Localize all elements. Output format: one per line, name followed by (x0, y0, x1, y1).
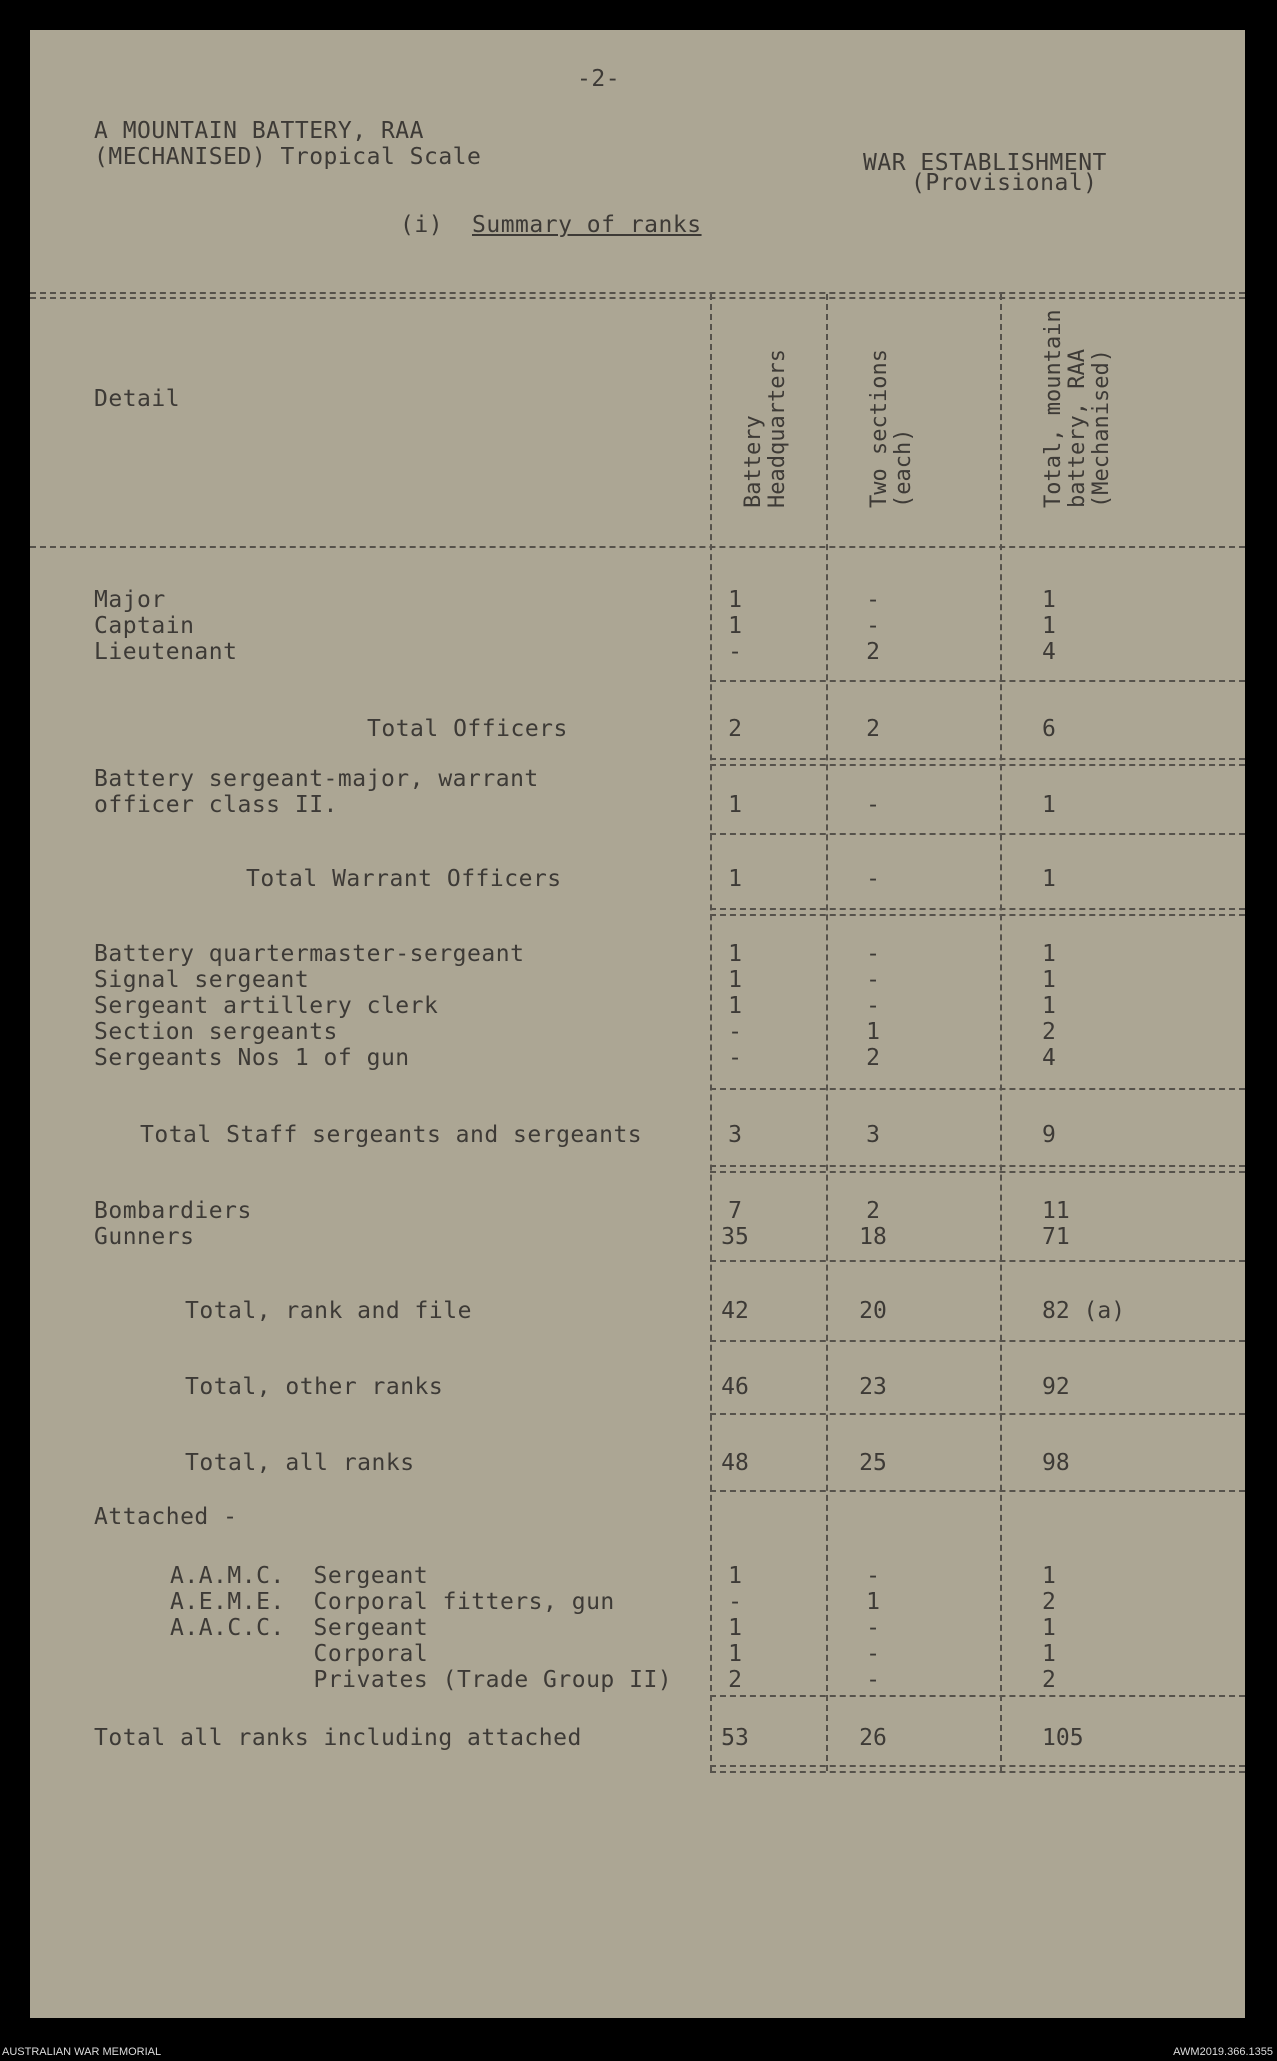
cell-tot: 1 (1042, 967, 1056, 993)
cell-bhq: - (728, 1045, 742, 1071)
cell-bhq: 48 (721, 1450, 749, 1476)
row-separator (710, 680, 1245, 682)
cell-bhq: 1 (728, 941, 742, 967)
row-label: Total Warrant Officers (246, 866, 562, 892)
row-label: A.A.C.C. Sergeant (170, 1615, 429, 1641)
cell-sec: - (866, 792, 880, 818)
cell-tot: 105 (1042, 1725, 1084, 1751)
cell-tot: 4 (1042, 1045, 1056, 1071)
cell-bhq: 7 (728, 1198, 742, 1224)
row-separator (710, 1340, 1245, 1342)
cell-bhq: 1 (728, 967, 742, 993)
cell-tot: 2 (1042, 1589, 1056, 1615)
cell-tot: 1 (1042, 1563, 1056, 1589)
cell-tot: 1 (1042, 866, 1056, 892)
establishment-title-line2: (Provisional) (911, 170, 1098, 196)
cell-sec: - (866, 967, 880, 993)
row-label: Total Staff sergeants and sergeants (140, 1122, 643, 1148)
row-label: Total, other ranks (185, 1374, 444, 1400)
cell-bhq: 1 (728, 587, 742, 613)
cell-sec: - (866, 941, 880, 967)
row-separator (710, 1165, 1245, 1167)
header-bottom-rule (30, 546, 1245, 548)
unit-title-line1: A MOUNTAIN BATTERY, RAA (94, 118, 424, 144)
cell-tot: 82 (a) (1042, 1298, 1126, 1324)
cell-bhq: - (728, 1589, 742, 1615)
row-label: Section sergeants (94, 1019, 338, 1045)
row-label: Battery quartermaster-sergeant (94, 941, 525, 967)
cell-bhq: 1 (728, 1641, 742, 1667)
row-separator (710, 1171, 1245, 1173)
cell-bhq: 1 (728, 1563, 742, 1589)
row-label: Total Officers (367, 716, 568, 742)
cell-bhq: 1 (728, 792, 742, 818)
cell-sec: - (866, 993, 880, 1019)
cell-tot: 4 (1042, 639, 1056, 665)
cell-sec: - (866, 613, 880, 639)
row-label: Total, rank and file (185, 1298, 472, 1324)
unit-title-line2: (MECHANISED) Tropical Scale (94, 144, 482, 170)
cell-sec: 1 (866, 1589, 880, 1615)
cell-sec: 20 (859, 1298, 887, 1324)
cell-sec: 3 (866, 1122, 880, 1148)
row-separator (710, 833, 1245, 835)
cell-bhq: - (728, 1019, 742, 1045)
cell-tot: 11 (1042, 1198, 1070, 1224)
row-label: Signal sergeant (94, 967, 310, 993)
cell-bhq: 46 (721, 1374, 749, 1400)
row-separator (710, 1490, 1245, 1492)
cell-bhq: 42 (721, 1298, 749, 1324)
row-separator (710, 1413, 1245, 1415)
cell-sec: 18 (859, 1224, 887, 1250)
cell-sec: 26 (859, 1725, 887, 1751)
cell-tot: 98 (1042, 1450, 1070, 1476)
cell-sec: - (866, 1667, 880, 1693)
cell-bhq: 1 (728, 993, 742, 1019)
section-number: (i) (400, 212, 444, 238)
cell-tot: 92 (1042, 1374, 1070, 1400)
cell-tot: 1 (1042, 1615, 1056, 1641)
table-top-rule (30, 292, 1245, 294)
cell-sec: - (866, 587, 880, 613)
establishment-title-line1: WAR ESTABLISHMENT (863, 150, 1107, 176)
cell-sec: - (866, 1615, 880, 1641)
cell-bhq: - (728, 639, 742, 665)
cell-bhq: 35 (721, 1224, 749, 1250)
cell-bhq: 3 (728, 1122, 742, 1148)
row-label: Privates (Trade Group II) (170, 1667, 673, 1693)
cell-sec: 2 (866, 1045, 880, 1071)
cell-tot: 9 (1042, 1122, 1056, 1148)
cell-sec: 2 (866, 639, 880, 665)
cell-sec: 23 (859, 1374, 887, 1400)
row-label: Lieutenant (94, 639, 238, 665)
cell-bhq: 1 (728, 1615, 742, 1641)
cell-tot: 6 (1042, 716, 1056, 742)
cell-sec: - (866, 1563, 880, 1589)
cell-tot: 1 (1042, 792, 1056, 818)
col-divider-3 (1000, 294, 1002, 1771)
row-separator (710, 1695, 1245, 1697)
row-separator (710, 758, 1245, 760)
row-label: Sergeant artillery clerk (94, 993, 439, 1019)
footer-right: AWM2019.366.1355 (1173, 2046, 1273, 2058)
page-number: -2- (577, 66, 621, 92)
cell-sec: 25 (859, 1450, 887, 1476)
cell-tot: 1 (1042, 1641, 1056, 1667)
row-label: Corporal (170, 1641, 429, 1667)
row-label: Total all ranks including attached (94, 1725, 582, 1751)
row-label: Total, all ranks (185, 1450, 415, 1476)
column-header-total: Total, mountain battery, RAA (Mechanised) (1041, 309, 1114, 508)
cell-tot: 1 (1042, 613, 1056, 639)
cell-sec: - (866, 866, 880, 892)
row-separator (710, 764, 1245, 766)
column-header-detail: Detail (94, 386, 181, 412)
cell-bhq: 2 (728, 716, 742, 742)
cell-bhq: 53 (721, 1725, 749, 1751)
cell-tot: 1 (1042, 941, 1056, 967)
col-divider-2 (826, 294, 828, 1771)
cell-bhq: 1 (728, 613, 742, 639)
row-label: Major (94, 587, 166, 613)
row-separator (710, 908, 1245, 910)
row-separator (710, 1088, 1245, 1090)
cell-sec: 1 (866, 1019, 880, 1045)
row-label: Sergeants Nos 1 of gun (94, 1045, 410, 1071)
section-title: Summary of ranks (472, 212, 702, 238)
row-separator (710, 914, 1245, 916)
cell-tot: 2 (1042, 1019, 1056, 1045)
cell-tot: 71 (1042, 1224, 1070, 1250)
cell-bhq: 2 (728, 1667, 742, 1693)
table-bottom-rule-double (710, 1771, 1245, 1773)
cell-tot: 1 (1042, 587, 1056, 613)
cell-sec: 2 (866, 1198, 880, 1224)
row-label: Bombardiers (94, 1198, 252, 1224)
row-label: Captain (94, 613, 195, 639)
column-header-two-sections: Two sections (each) (867, 349, 916, 508)
cell-sec: 2 (866, 716, 880, 742)
row-label: Attached - (94, 1504, 238, 1530)
cell-tot: 1 (1042, 993, 1056, 1019)
row-label: officer class II. (94, 792, 338, 818)
row-label: Gunners (94, 1224, 195, 1250)
row-separator (710, 1260, 1245, 1262)
document-page (30, 30, 1245, 2018)
cell-bhq: 1 (728, 866, 742, 892)
table-bottom-rule (710, 1765, 1245, 1767)
column-header-battery-hq: Battery Headquarters (741, 349, 790, 508)
cell-sec: - (866, 1641, 880, 1667)
row-label: Battery sergeant-major, warrant (94, 766, 539, 792)
archive-footer (0, 2040, 1277, 2061)
row-label: A.A.M.C. Sergeant (170, 1563, 429, 1589)
cell-tot: 2 (1042, 1667, 1056, 1693)
row-label: A.E.M.E. Corporal fitters, gun (170, 1589, 615, 1615)
table-top-rule-double (30, 297, 1245, 299)
footer-left: AUSTRALIAN WAR MEMORIAL (2, 2046, 162, 2058)
